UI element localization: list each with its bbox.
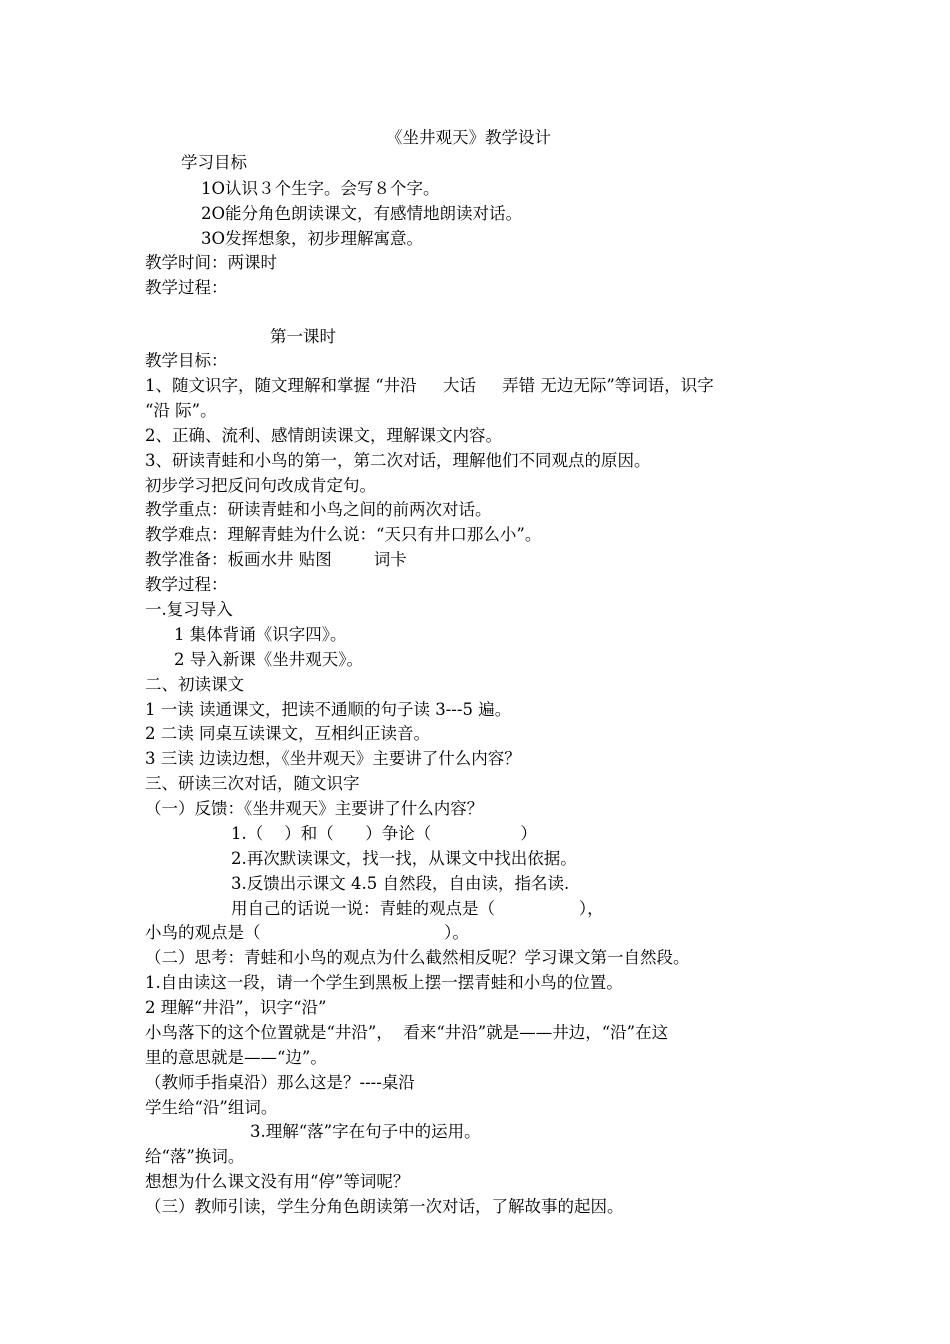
part-2-item-2: 2 理解“井沿”，识字“沿” [145, 998, 327, 1017]
process-label: 教学过程： [145, 575, 228, 594]
section-1: 一.复习导入 [145, 600, 233, 619]
section-3: 三、研读三次对话，随文识字 [145, 774, 360, 793]
objective-1: 1、随文识字，随文理解和掌握 “井沿 大话 弄错 无边无际”等词语，识字 [145, 376, 714, 395]
doc-title: 《坐井观天》教学设计 [386, 128, 551, 147]
part-2-text-4: 给“落”换词。 [145, 1147, 245, 1166]
heading-learning-goals: 学习目标 [181, 153, 247, 172]
part-2-item-3: 3.理解“落”字在句子中的运用。 [250, 1122, 481, 1141]
part-1-item-2: 2.再次默读课文，找一找，从课文中找出依据。 [231, 849, 577, 868]
part-2-text-1: 小鸟落下的这个位置就是“井沿”， 看来“井沿”就是——井边，“沿”在这 [145, 1023, 669, 1042]
part-1-item-3: 3.反馈出示课文 4.5 自然段，自由读，指名读. [231, 874, 570, 893]
key-point: 教学重点：研读青蛙和小鸟之间的前两次对话。 [145, 500, 492, 519]
part-1: （一）反馈：《坐井观天》主要讲了什么内容？ [145, 799, 484, 818]
objective-2: 2、正确、流利、感情朗读课文，理解课文内容。 [145, 426, 502, 445]
teaching-process-label: 教学过程： [145, 278, 228, 297]
teaching-goals-label: 教学目标： [145, 351, 228, 370]
part-2: （二）思考：青蛙和小鸟的观点为什么截然相反呢？学习课文第一自然段。 [145, 948, 690, 967]
objective-3: 3、研读青蛙和小鸟的第一，第二次对话，理解他们不同观点的原因。 [145, 451, 651, 470]
section-2: 二、初读课文 [145, 675, 244, 694]
section-2-item-3: 3 三读 边读边想，《坐井观天》主要讲了什么内容？ [145, 749, 521, 768]
preparation: 教学准备：板画水井 贴图 词卡 [145, 550, 407, 569]
part-2-text-3: 学生给“沿”组词。 [145, 1098, 278, 1117]
part-1-item-4-cont: 小鸟的观点是（ ）。 [145, 923, 469, 942]
part-2-text-5: 想想为什么课文没有用“停”等词呢？ [145, 1172, 410, 1191]
part-2-text-2: （教师手指桌沿）那么这是？----桌沿 [145, 1073, 415, 1092]
section-2-item-1: 1 一读 读通课文，把读不通顺的句子读 3---5 遍。 [145, 700, 512, 719]
objective-3-cont: 初步学习把反问句改成肯定句。 [145, 476, 376, 495]
section-1-item-1: 1 集体背诵《识字四》。 [174, 625, 347, 644]
goal-2: 2O能分角色朗读课文，有感情地朗读对话。 [201, 204, 523, 223]
teaching-time: 教学时间：两课时 [145, 253, 277, 272]
section-1-item-2: 2 导入新课《坐井观天》。 [174, 650, 363, 669]
section-2-item-2: 2 二读 同桌互读课文，互相纠正读音。 [145, 724, 430, 743]
part-1-item-4: 用自己的话说一说：青蛙的观点是（ ）， [231, 899, 604, 918]
objective-1-cont: “沿 际”。 [145, 401, 217, 420]
lesson-one-heading: 第一课时 [270, 327, 336, 346]
part-3: （三）教师引读，学生分角色朗读第一次对话，了解故事的起因。 [145, 1197, 624, 1216]
part-1-item-1: 1.（ ）和（ ）争论（ ） [231, 824, 537, 843]
part-2-item-1: 1.自由读这一段，请一个学生到黑板上摆一摆青蛙和小鸟的位置。 [145, 973, 623, 992]
goal-1: 1O认识３个生字。会写８个字。 [201, 179, 440, 198]
part-2-text-1-cont: 里的意思就是——“边”。 [145, 1048, 327, 1067]
difficult-point: 教学难点：理解青蛙为什么说：“天只有井口那么小”。 [145, 525, 542, 544]
goal-3: 3O发挥想象，初步理解寓意。 [201, 229, 424, 248]
